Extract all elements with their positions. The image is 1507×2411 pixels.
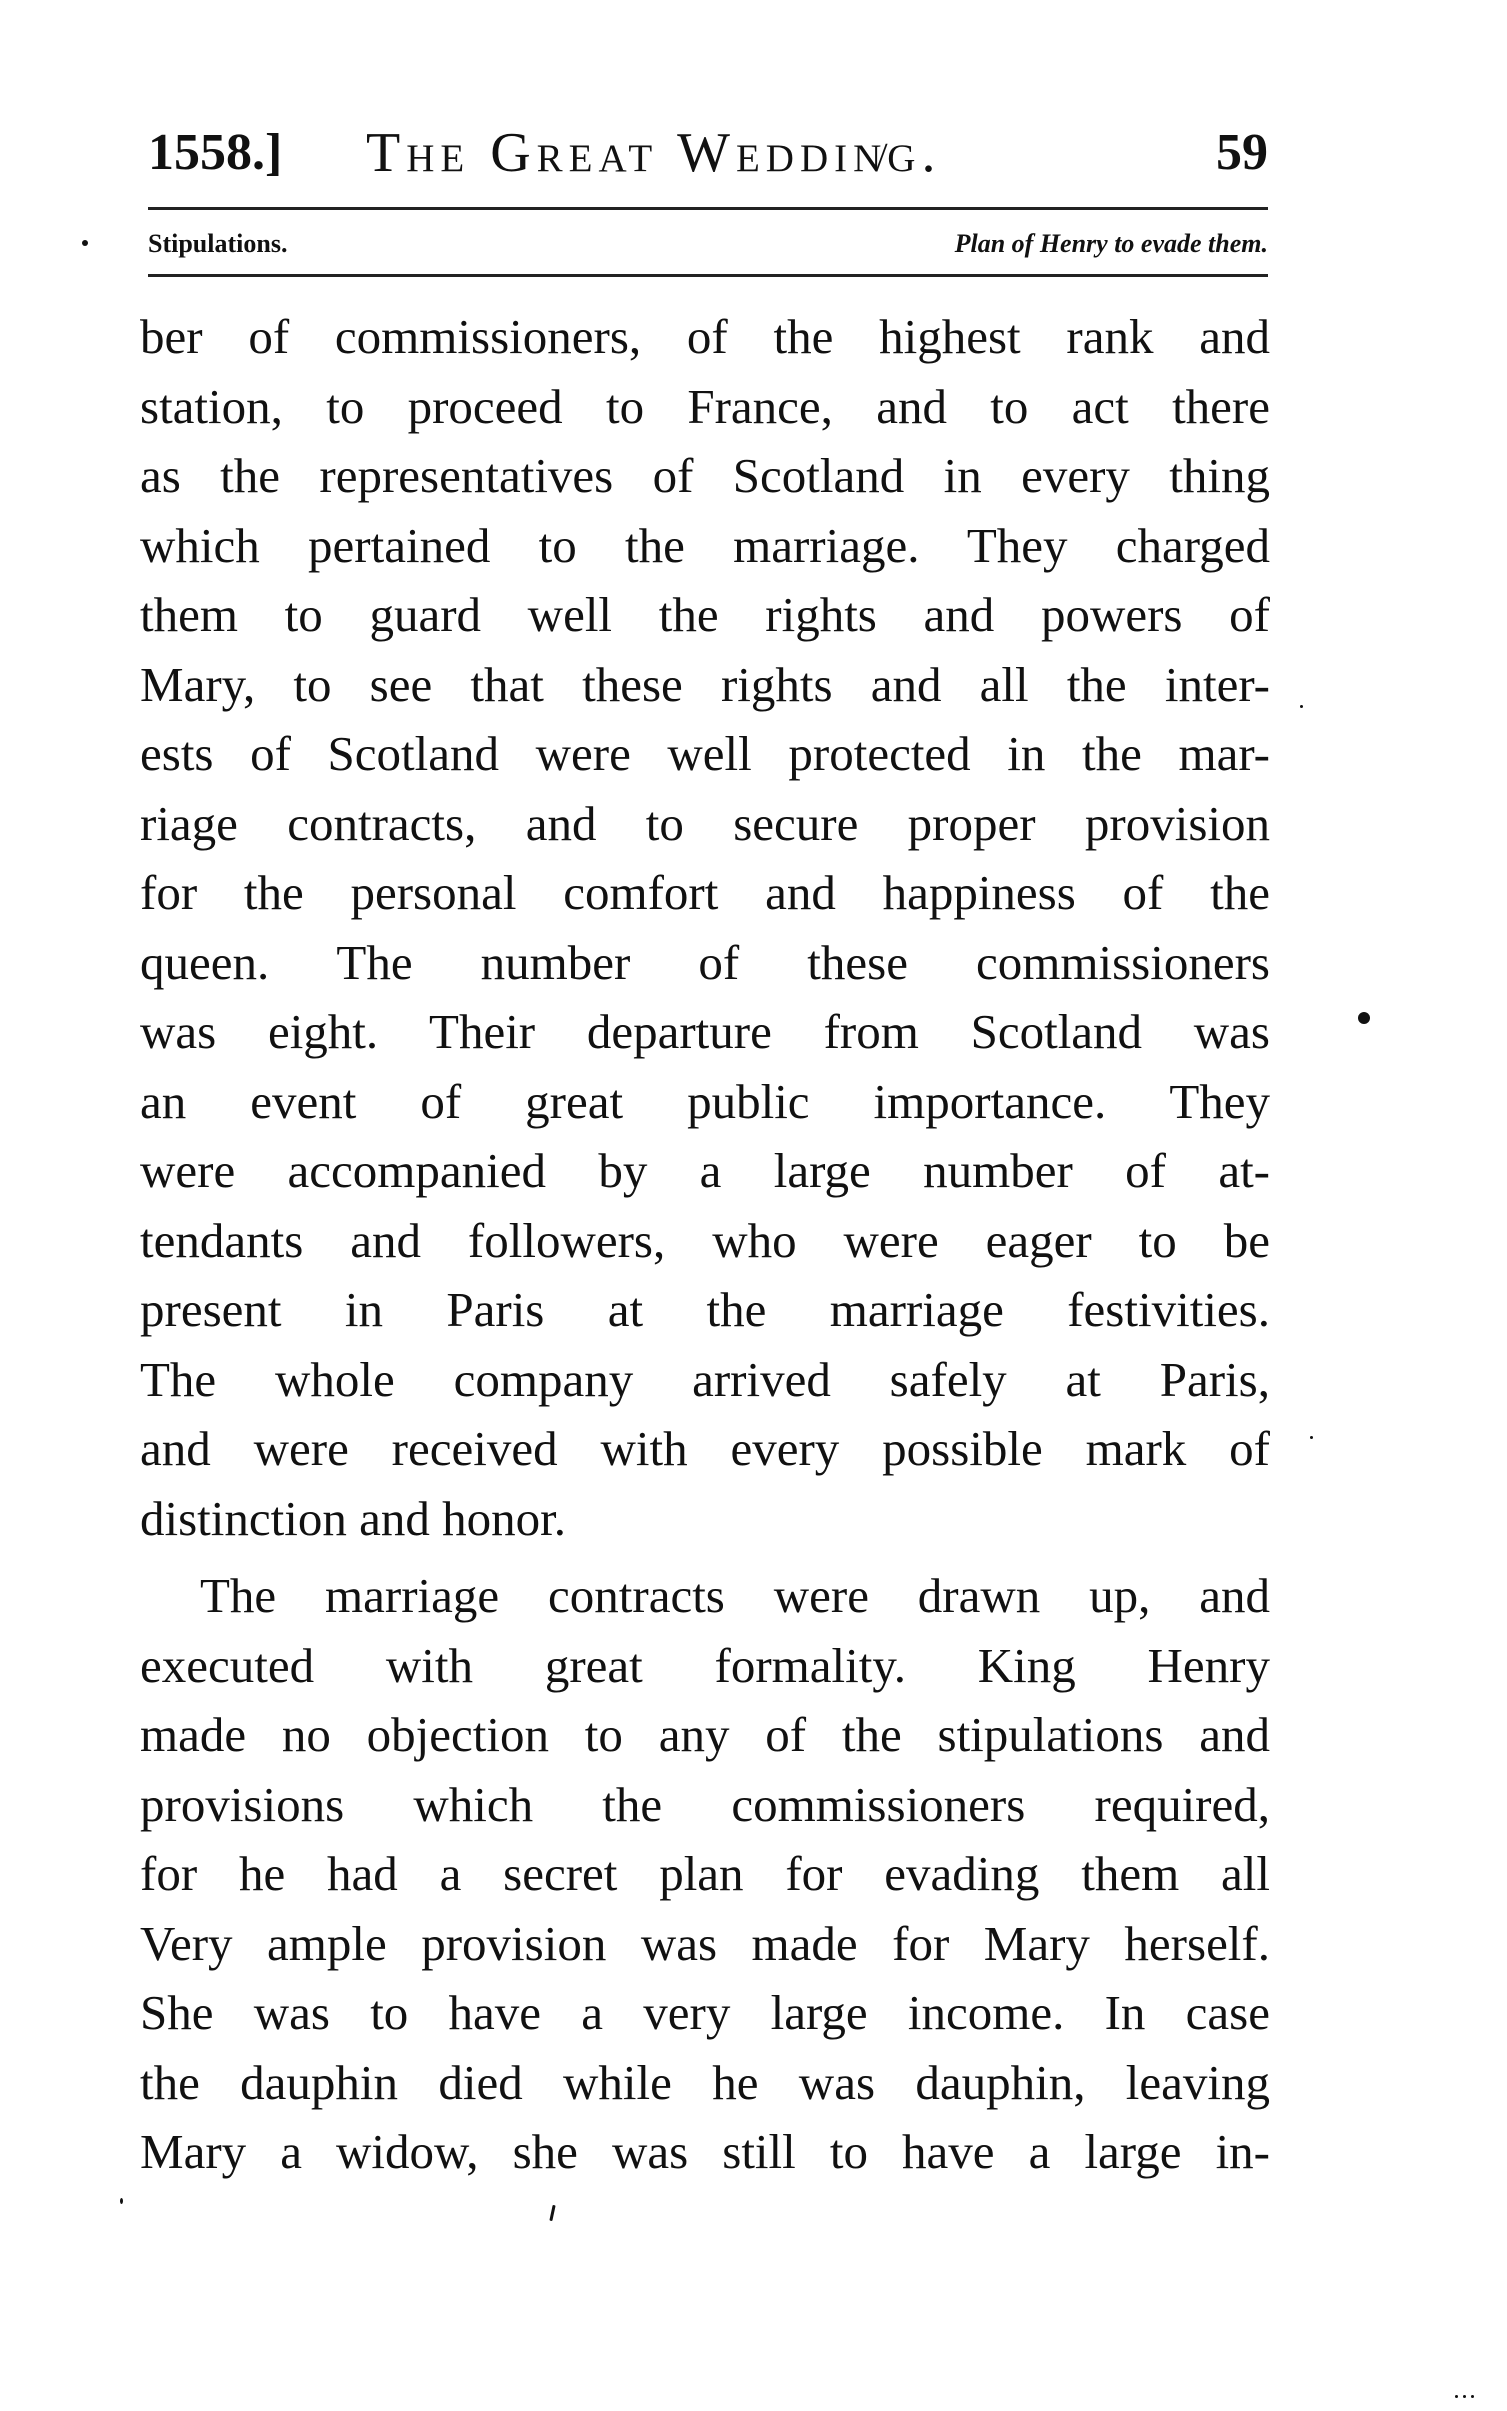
scan-speck xyxy=(1471,2395,1474,2398)
header-title: The Great Weddin̸g. xyxy=(366,122,942,184)
text-line: Mary a widow, she was still to have a large in- xyxy=(140,2124,1270,2179)
text-line: the dauphin died while he was dauphin, leaving xyxy=(140,2054,1270,2110)
sidenote-left: Stipulations. xyxy=(148,229,288,258)
text-line: Mary, to see that these rights and all the inter- xyxy=(140,656,1270,712)
text-line: for he had a secret plan for evading them all xyxy=(140,1846,1270,1901)
paragraph-1 xyxy=(140,302,1270,1553)
text-line: riage contracts, and to secure proper provision xyxy=(140,795,1270,851)
header-rule-bottom xyxy=(148,274,1268,277)
text-line: executed with great formality. King Henry xyxy=(140,1637,1270,1693)
header-rule-top xyxy=(148,207,1268,210)
header-year: 1558.] xyxy=(148,124,283,181)
text-line: present in Paris at the marriage festivities. xyxy=(140,1282,1270,1337)
scan-speck xyxy=(82,240,88,246)
text-line: made no objection to any of the stipulations and xyxy=(140,1707,1270,1762)
text-line: ests of Scotland were well protected in the mar- xyxy=(140,726,1270,781)
text-line: The marriage contracts were drawn up, and xyxy=(200,1568,1270,1623)
text-line: for the personal comfort and happiness of the xyxy=(140,865,1270,920)
scan-speck xyxy=(1300,705,1303,708)
text-line: tendants and followers, who were eager to be xyxy=(140,1212,1270,1268)
text-line: distinction and honor. xyxy=(140,1490,566,1546)
scan-speck xyxy=(1463,2395,1466,2398)
text-line: them to guard well the rights and powers of xyxy=(140,587,1270,642)
scan-speck xyxy=(120,2198,123,2204)
text-line: Very ample provision was made for Mary herself. xyxy=(140,1915,1270,1971)
text-line: which pertained to the marriage. They charged xyxy=(140,517,1270,573)
scan-speck xyxy=(549,2205,555,2221)
text-line: The whole company arrived safely at Paris, xyxy=(140,1351,1270,1407)
text-line: She was to have a very large income. In case xyxy=(140,1985,1270,2040)
text-line: were accompanied by a large number of at- xyxy=(140,1143,1270,1198)
text-line: ber of commissioners, of the highest rank and xyxy=(140,309,1270,364)
sidenote-row xyxy=(148,222,1268,266)
text-line: provisions which the commissioners required, xyxy=(140,1776,1270,1832)
text-line: and were received with every possible mark of xyxy=(140,1421,1270,1476)
text-line: station, to proceed to France, and to act there xyxy=(140,378,1270,434)
scan-speck xyxy=(1455,2395,1458,2398)
body-text xyxy=(140,302,1270,2187)
text-line: an event of great public importance. They xyxy=(140,1073,1270,1129)
text-line: as the representatives of Scotland in every thing xyxy=(140,448,1270,503)
page-number: 59 xyxy=(1216,124,1268,181)
scan-speck xyxy=(1310,1436,1313,1439)
scan-speck xyxy=(1358,1012,1370,1024)
text-line: queen. The number of these commissioners xyxy=(140,934,1270,990)
running-head xyxy=(148,118,1268,188)
sidenote-right: Plan of Henry to evade them. xyxy=(954,229,1268,258)
paragraph-2 xyxy=(140,1561,1270,2187)
text-line: was eight. Their departure from Scotland was xyxy=(140,1004,1270,1059)
